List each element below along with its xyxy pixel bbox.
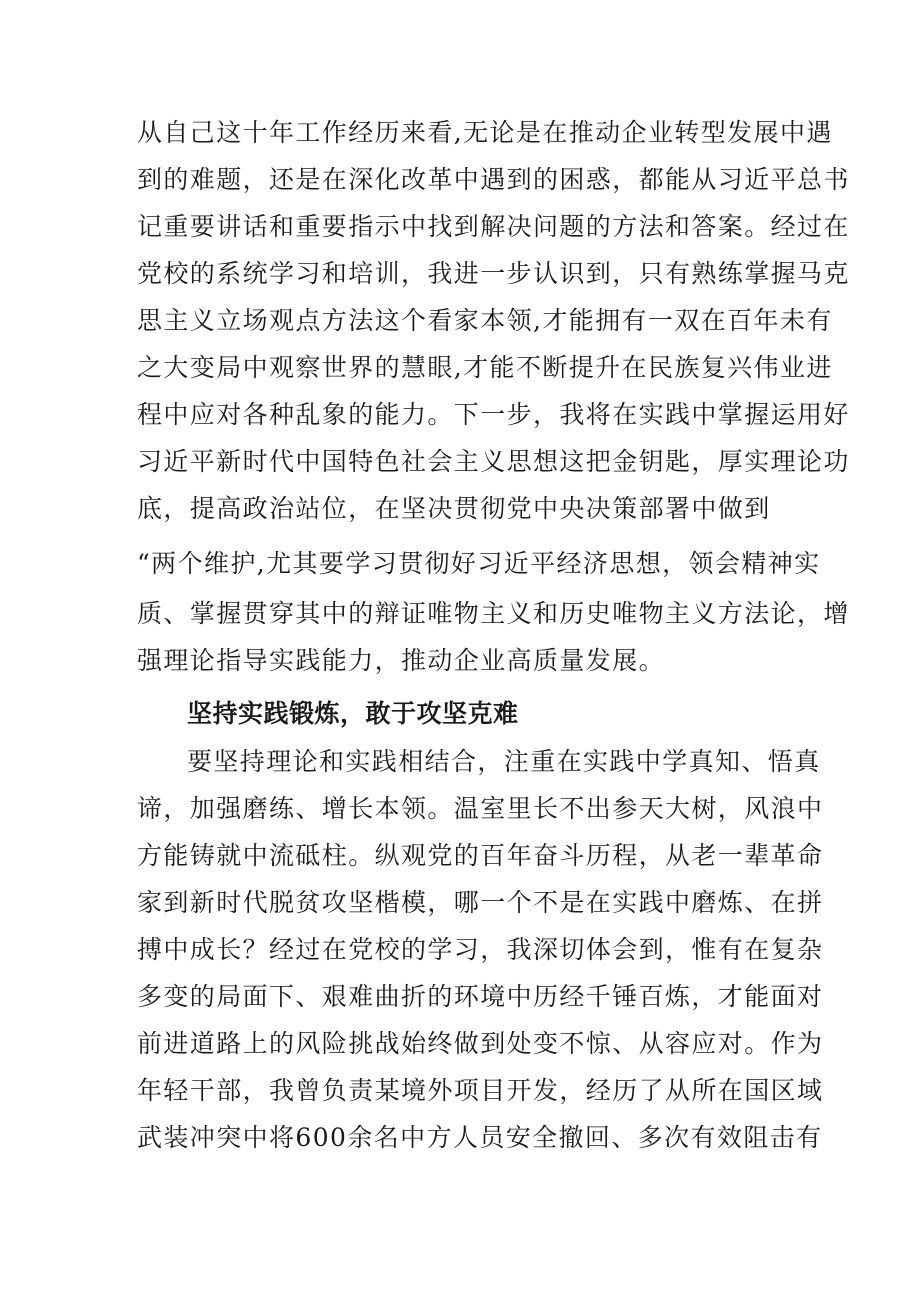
paragraph-2-line: 多变的局面下、艰难曲折的环境中历经千锤百炼，才能面对 bbox=[137, 982, 824, 1011]
paragraph-1-line: 习近平新时代中国特色社会主义思想这把金钥匙，厚实理论功 bbox=[137, 447, 850, 476]
paragraph-2-line: 年轻干部，我曾负责某境外项目开发，经历了从所在国区域 bbox=[137, 1076, 824, 1105]
paragraph-1-line: 记重要讲话和重要指示中找到解决问题的方法和答案。经过在 bbox=[137, 212, 850, 241]
paragraph-1-line: 之大变局中观察世界的慧眼,才能不断提升在民族复兴伟业进 bbox=[137, 353, 833, 382]
paragraph-2-line: 前进道路上的风险挑战始终做到处变不惊、从容应对。作为 bbox=[137, 1029, 824, 1058]
paragraph-2-line: 家到新时代脱贫攻坚楷模，哪一个不是在实践中磨炼、在拼 bbox=[137, 888, 824, 917]
paragraph-2-line: 搏中成长？经过在党校的学习，我深切体会到，惟有在复杂 bbox=[137, 935, 824, 964]
paragraph-2-line: 谛，加强磨练、增长本领。温室里长不出参天大树，风浪中 bbox=[137, 794, 824, 823]
section-heading: 坚持实践锻炼，敢于攻坚克难 bbox=[187, 699, 519, 728]
paragraph-1-line: 强理论指导实践能力，推动企业高质量发展。 bbox=[137, 646, 666, 675]
paragraph-2-line: 要坚持理论和实践相结合，注重在实践中学真知、悟真 bbox=[187, 747, 821, 776]
paragraph-1-line: 底，提高政治站位，在坚决贯彻党中央决策部署中做到 bbox=[137, 494, 771, 523]
paragraph-1-line: 党校的系统学习和培训，我进一步认识到，只有熟练掌握马克 bbox=[137, 259, 850, 288]
paragraph-1-line: 质、掌握贯穿其中的辩证唯物主义和历史唯物主义方法论，增 bbox=[137, 599, 850, 628]
paragraph-1-line: 程中应对各种乱象的能力。下一步，我将在实践中掌握运用好 bbox=[137, 400, 850, 429]
paragraph-1-line: 从自己这十年工作经历来看,无论是在推动企业转型发展中遇 bbox=[137, 118, 833, 147]
paragraph-1-line: 思主义立场观点方法这个看家本领,才能拥有一双在百年未有 bbox=[137, 306, 833, 335]
paragraph-1-line: 到的难题，还是在深化改革中遇到的困惑，都能从习近平总书 bbox=[137, 165, 850, 194]
paragraph-2-line: 方能铸就中流砥柱。纵观党的百年奋斗历程，从老一辈革命 bbox=[137, 841, 824, 870]
paragraph-1-line: “两个维护,尤其要学习贯彻好习近平经济思想，领会精神实 bbox=[137, 549, 821, 578]
paragraph-2-line: 武装冲突中将600余名中方人员安全撤回、多次有效阻击有 bbox=[137, 1123, 823, 1152]
